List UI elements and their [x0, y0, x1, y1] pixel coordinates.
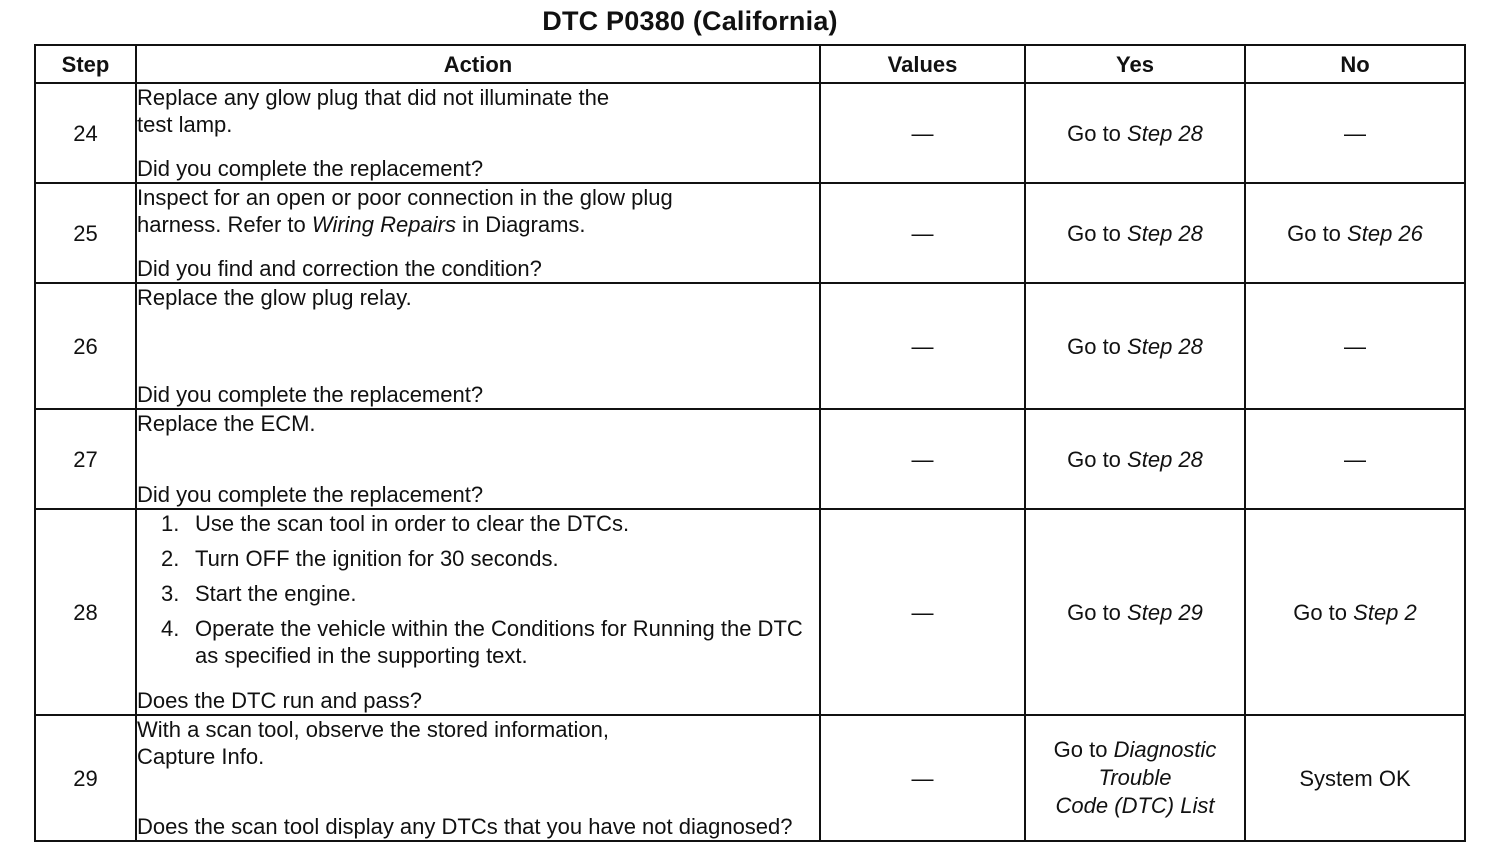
step-number: 29	[35, 715, 136, 841]
list-item-number: 1.	[161, 511, 180, 536]
no-cell	[1245, 83, 1465, 183]
yes-cell	[1025, 715, 1245, 841]
action-text-line	[137, 211, 819, 238]
yes-goto-link[interactable]: Step 28	[1127, 220, 1203, 246]
yes-goto-prefix: Go to	[1067, 120, 1121, 146]
list-item	[161, 615, 819, 669]
list-item	[161, 580, 819, 607]
yes-goto-link[interactable]: Step 28	[1127, 333, 1203, 359]
header-no: No	[1245, 45, 1465, 83]
page-title: DTC P0380 (California)	[542, 6, 838, 36]
table-row	[35, 409, 1465, 509]
values-dash: —	[911, 333, 934, 359]
action-cell	[136, 183, 820, 283]
header-step: Step	[35, 45, 136, 83]
action-question: Does the DTC run and pass?	[137, 688, 422, 713]
action-text-line: With a scan tool, observe the stored information,	[137, 717, 610, 742]
action-question: Did you complete the replacement?	[137, 482, 484, 507]
no-cell	[1245, 715, 1465, 841]
header-yes: Yes	[1025, 45, 1245, 83]
action-instruction	[137, 84, 819, 138]
values-cell	[820, 715, 1025, 841]
table-header-row	[35, 45, 1465, 83]
step-number: 26	[35, 283, 136, 409]
values-cell	[820, 283, 1025, 409]
no-goto-prefix: Go to	[1293, 599, 1348, 625]
yes-cell	[1025, 283, 1245, 409]
values-cell	[820, 83, 1025, 183]
yes-goto-link[interactable]: Diagnostic	[1113, 737, 1217, 762]
action-question: Did you find and correction the condition?	[137, 256, 542, 281]
yes-goto-prefix: Go to	[1067, 446, 1121, 472]
table-row	[35, 509, 1465, 715]
no-dash: —	[1344, 333, 1366, 359]
list-item	[161, 545, 819, 572]
list-item-number: 3.	[161, 581, 180, 606]
list-item-text: Use the scan tool in order to clear the DTCs.	[195, 511, 630, 536]
yes-goto-link[interactable]: Step 29	[1127, 599, 1203, 625]
yes-cell	[1025, 409, 1245, 509]
yes-goto-line	[1026, 736, 1244, 764]
action-cell	[136, 509, 820, 715]
diagnostic-table	[34, 44, 1466, 842]
yes-goto-prefix: Go to	[1067, 333, 1121, 359]
action-question: Does the scan tool display any DTCs that you have not diagnosed?	[137, 814, 793, 839]
no-dash: —	[1344, 446, 1366, 472]
action-cell	[136, 83, 820, 183]
action-text-part: in Diagrams.	[455, 212, 586, 237]
yes-cell	[1025, 509, 1245, 715]
no-goto-prefix: Go to	[1287, 220, 1341, 246]
action-text-part: harness. Refer to	[137, 212, 312, 237]
step-number: 27	[35, 409, 136, 509]
yes-cell	[1025, 183, 1245, 283]
numbered-steps-list	[137, 510, 819, 669]
no-cell	[1245, 283, 1465, 409]
action-question: Did you complete the replacement?	[137, 156, 484, 181]
values-dash: —	[911, 220, 934, 246]
yes-cell	[1025, 83, 1245, 183]
yes-goto-link-continued[interactable]: Code (DTC) List	[1055, 793, 1215, 818]
yes-goto-link-continued[interactable]: Trouble	[1098, 765, 1172, 790]
values-cell	[820, 183, 1025, 283]
wiring-repairs-reference[interactable]: Wiring Repairs	[311, 212, 456, 237]
action-instruction	[137, 716, 819, 770]
table-row	[35, 283, 1465, 409]
no-goto-link[interactable]: Step 26	[1347, 220, 1423, 246]
list-item-text: Start the engine.	[195, 581, 357, 606]
yes-goto-prefix: Go to	[1053, 737, 1108, 762]
header-action: Action	[136, 45, 820, 83]
action-instruction	[137, 184, 819, 238]
action-text-line: Capture Info.	[137, 744, 265, 769]
table-row	[35, 183, 1465, 283]
step-number: 24	[35, 83, 136, 183]
action-cell	[136, 715, 820, 841]
yes-goto-link[interactable]: Step 28	[1127, 120, 1203, 146]
no-dash: —	[1344, 120, 1366, 146]
action-text-line: test lamp.	[137, 112, 233, 137]
header-values: Values	[820, 45, 1025, 83]
table-row	[35, 715, 1465, 841]
no-result-text: System OK	[1299, 765, 1411, 791]
list-item	[161, 510, 819, 537]
action-text-line: Replace any glow plug that did not illuminate the	[137, 85, 610, 110]
values-dash: —	[911, 765, 934, 791]
no-cell	[1245, 509, 1465, 715]
list-item-text: Operate the vehicle within the Conditions for Running the DTC as specified in the supporting text.	[195, 616, 803, 668]
yes-goto-link[interactable]: Step 28	[1127, 446, 1203, 472]
action-instruction: Replace the glow plug relay.	[137, 285, 412, 310]
list-item-text: Turn OFF the ignition for 30 seconds.	[195, 546, 559, 571]
action-cell	[136, 283, 820, 409]
yes-goto-prefix: Go to	[1067, 220, 1121, 246]
list-item-number: 4.	[161, 616, 180, 641]
yes-goto-prefix: Go to	[1067, 599, 1121, 625]
step-number: 28	[35, 509, 136, 715]
step-number: 25	[35, 183, 136, 283]
values-cell	[820, 409, 1025, 509]
values-dash: —	[911, 446, 934, 472]
action-cell	[136, 409, 820, 509]
no-cell	[1245, 409, 1465, 509]
values-dash: —	[911, 120, 934, 146]
values-cell	[820, 509, 1025, 715]
values-dash: —	[911, 599, 934, 625]
action-question: Did you complete the replacement?	[137, 382, 484, 407]
table-row	[35, 83, 1465, 183]
list-item-number: 2.	[161, 546, 180, 571]
action-instruction: Replace the ECM.	[137, 411, 316, 436]
no-cell	[1245, 183, 1465, 283]
action-text-line: Inspect for an open or poor connection in the glow plug	[137, 185, 673, 210]
no-goto-link[interactable]: Step 2	[1353, 599, 1417, 625]
